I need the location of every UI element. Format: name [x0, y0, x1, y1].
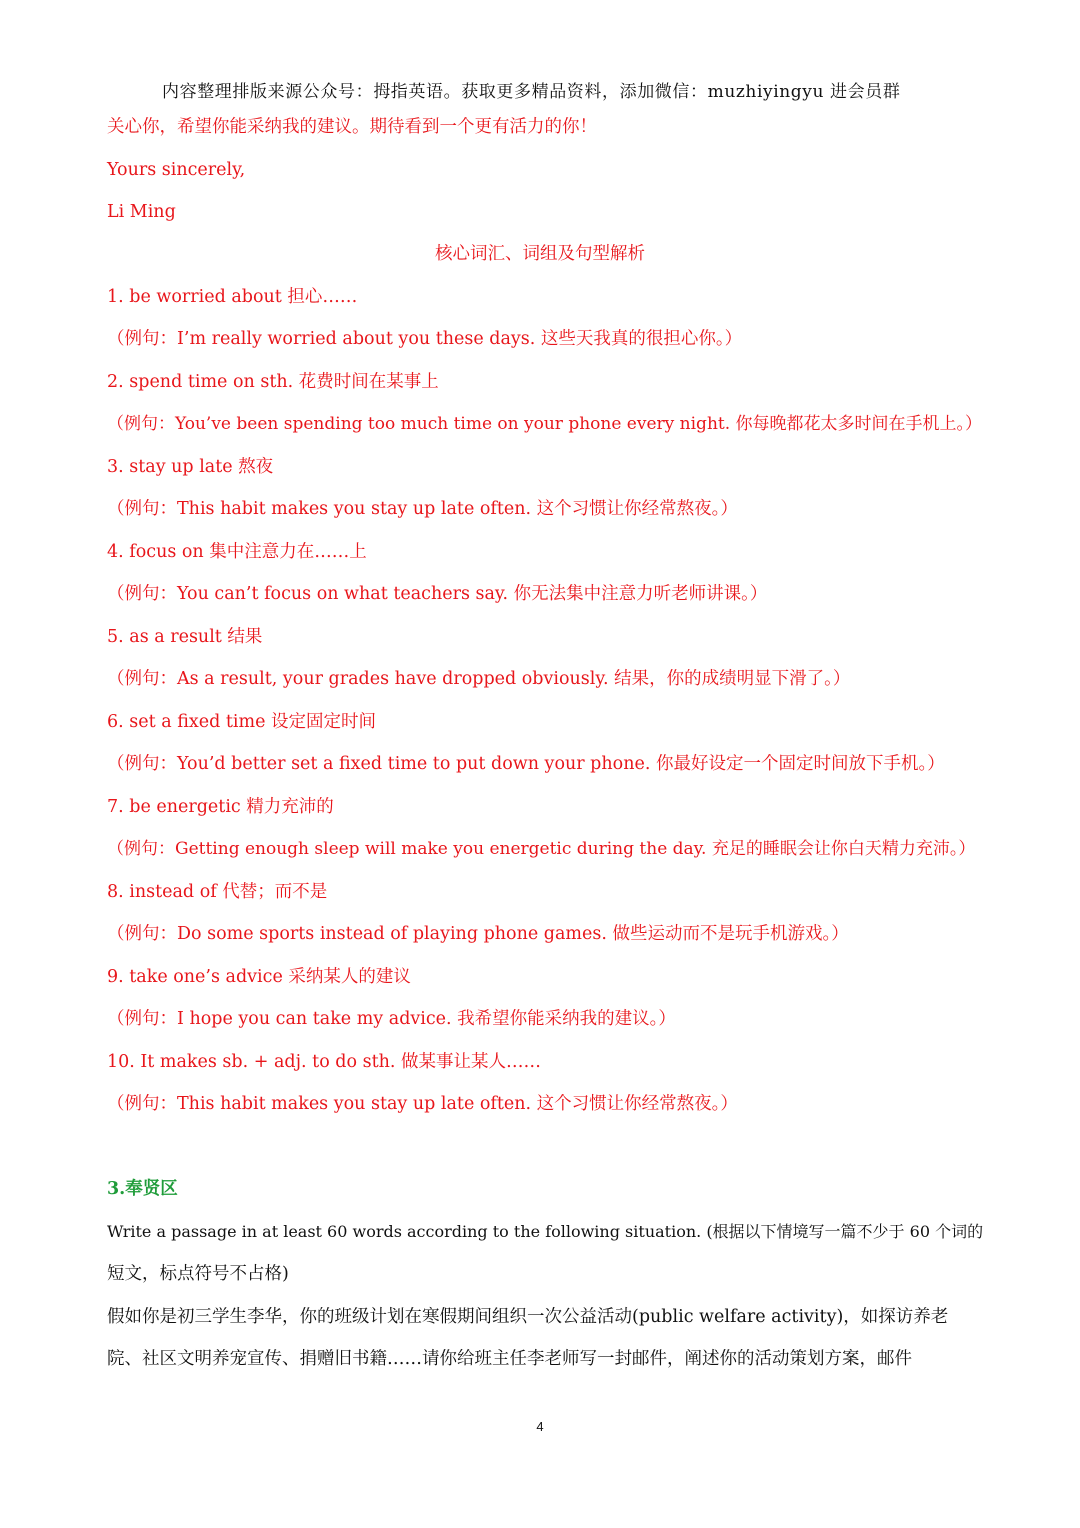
vocab-term: 2. spend time on sth. 花费时间在某事上 [107, 372, 439, 392]
vocab-example: （例句：I’m really worried about you these days. 这些天我真的很担心你。） [107, 329, 743, 349]
letter-signature: Li Ming [107, 202, 176, 222]
vocab-example: （例句：This habit makes you stay up late often. 这个习惯让你经常熬夜。） [107, 1094, 738, 1114]
vocab-term: 5. as a result 结果 [107, 627, 263, 647]
page-header: 内容整理排版来源公众号：拇指英语。获取更多精品资料，添加微信：muzhiyingyu 进会员群 [162, 82, 901, 102]
task-line: 院、社区文明养宠宣传、捐赠旧书籍……请你给班主任李老师写一封邮件，阐述你的活动策划方案，邮件 [107, 1349, 912, 1369]
task-line: 短文，标点符号不占格) [107, 1264, 289, 1284]
vocab-example: （例句：As a result, your grades have dropped obviously. 结果，你的成绩明显下滑了。） [107, 669, 851, 689]
vocab-term: 10. It makes sb. + adj. to do sth. 做某事让某人…… [107, 1052, 541, 1072]
task-line: 假如你是初三学生李华，你的班级计划在寒假期间组织一次公益活动(public welfare activity)，如探访养老 [107, 1307, 949, 1327]
vocab-term: 8. instead of 代替；而不是 [107, 882, 328, 902]
vocab-term: 3. stay up late 熬夜 [107, 457, 274, 477]
vocab-term: 6. set a fixed time 设定固定时间 [107, 712, 376, 732]
vocab-example: （例句：You’d better set a fixed time to put down your phone. 你最好设定一个固定时间放下手机。） [107, 754, 945, 774]
section-title: 核心词汇、词组及句型解析 [435, 244, 645, 264]
vocab-example: （例句：I hope you can take my advice. 我希望你能采纳我的建议。） [107, 1009, 676, 1029]
letter-closing-line: 关心你，希望你能采纳我的建议。期待看到一个更有活力的你！ [107, 117, 597, 137]
vocab-term: 1. be worried about 担心…… [107, 287, 358, 307]
district-heading: 3.奉贤区 [107, 1179, 178, 1199]
vocab-example: （例句：You’ve been spending too much time on your phone every night. 你每晚都花太多时间在手机上。） [107, 414, 983, 434]
page-number: 4 [536, 1419, 544, 1434]
vocab-example: （例句：Do some sports instead of playing phone games. 做些运动而不是玩手机游戏。） [107, 924, 849, 944]
vocab-example: （例句：Getting enough sleep will make you energetic during the day. 充足的睡眠会让你白天精力充沛。） [107, 839, 976, 859]
vocab-example: （例句：This habit makes you stay up late often. 这个习惯让你经常熬夜。） [107, 499, 738, 519]
vocab-term: 7. be energetic 精力充沛的 [107, 797, 334, 817]
letter-signoff: Yours sincerely, [107, 160, 246, 180]
vocab-term: 9. take one’s advice 采纳某人的建议 [107, 967, 411, 987]
task-line: Write a passage in at least 60 words according to the following situation. (根据以下情境写一篇不少于 60 个词的 [107, 1222, 984, 1241]
vocab-example: （例句：You can’t focus on what teachers say. 你无法集中注意力听老师讲课。） [107, 584, 768, 604]
vocab-term: 4. focus on 集中注意力在……上 [107, 542, 367, 562]
